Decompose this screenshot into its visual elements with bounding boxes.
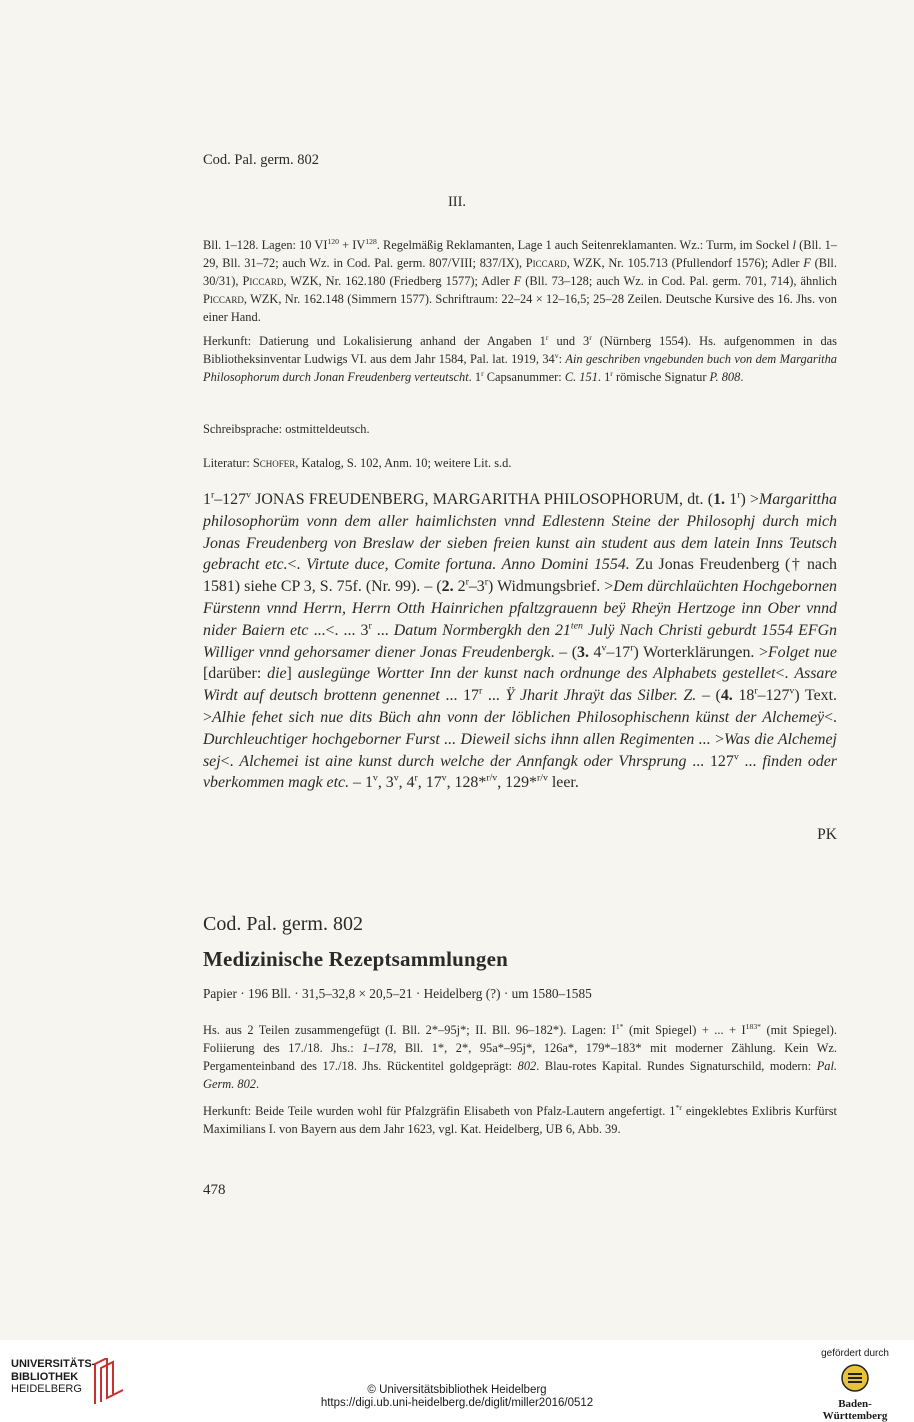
copyright-block bbox=[0, 1384, 914, 1410]
sponsor-label: gefördert durch bbox=[821, 1348, 889, 1359]
codex-subtitle: Medizinische Rezeptsammlungen bbox=[203, 947, 509, 971]
permalink[interactable]: https://digi.ub.uni-heidelberg.de/diglit/miller2016/0512 bbox=[320, 1397, 594, 1409]
script-language: Schreibsprache: ostmitteldeutsch. bbox=[203, 422, 370, 436]
physical-description: Bll. 1–128. Lagen: 10 $VI^{120} + IV^{128}$. Regelmäßig Reklamanten, Lage 1 auch Seitenreklamanten. Wz.: Turm, im Sockel l (Bll. 1–29, Bll. 31–72; auch Wz. in Cod. Pal. germ. 807/VIII; 837/IX), Piccard, WZK, Nr. 105.713 (Pfullendorf 1576); Adler F (Bll. 30/31), Piccard, WZK, Nr. 162.180 (Friedberg 1577); Adler F (Bll. 73–128; auch Wz. in Cod. Pal. germ. 701, 714), ähnlich Piccard, WZK, Nr. 162.148 (Simmern 1577). Schriftraum: 22–24 × 12–16,5; 25–28 Zeilen. Deutsche Kursive des 16. Jhs. von einer Hand. bbox=[203, 236, 837, 324]
codex-physical-description: Hs. aus 2 Teilen zusammengefügt (I. Bll. 2*–95j*; II. Bll. 96–182*). Lagen: $I^{1*}$ (mit Spiegel) + ... + $I^{183*}$ (mit Spiegel). Foliierung des 17./18. Jhs.: 1–178, Bll. 1*, 2*, 95a*–95j*, 126a*, 179*–183* mit moderner Zählung. Kein Wz. Pergamenteinband des 17./18. Jhs. Rückentitel goldgeprägt: 802. Blau-rotes Kapital. Rundes Signaturschild, modern: Pal. Germ. 802. bbox=[203, 1021, 837, 1091]
sponsor-name: Baden-Württemberg bbox=[822, 1398, 888, 1422]
running-title: Cod. Pal. germ. 802 bbox=[203, 152, 319, 168]
library-name-line: UNIVERSITÄTS- bbox=[11, 1358, 96, 1370]
provenance-paragraph: Herkunft: Datierung und Lokalisierung anhand der Angaben 1$^r$ und 3$^r$ (Nürnberg 1554). Hs. aufgenommen in das Bibliotheksinventar Ludwigs VI. aus dem Jahr 1584, Pal. lat. 1919, 34$^v$: Ain geschriben vngebunden buch von dem Margaritha Philosophorum durch Jonan Freudenberg verteutscht. 1$^r$ Capsanummer: C. 151. 1$^r$ römische Signatur P. 808. bbox=[203, 332, 837, 384]
codex-metadata: Papier · 196 Bll. · 31,5–32,8 × 20,5–21 · Heidelberg (?) · um 1580–1585 bbox=[203, 986, 592, 1001]
viewer-footer bbox=[0, 1340, 914, 1422]
copyright-text: © Universitätsbibliothek Heidelberg bbox=[367, 1384, 547, 1396]
codex-title: Cod. Pal. germ. 802 bbox=[203, 913, 363, 935]
author-initials: PK bbox=[817, 826, 837, 843]
page-number: 478 bbox=[203, 1182, 226, 1198]
section-heading: III. bbox=[447, 194, 467, 210]
library-name-line: BIBLIOTHEK bbox=[11, 1370, 79, 1383]
state-crest-icon bbox=[840, 1363, 870, 1393]
library-name-line: HEIDELBERG bbox=[11, 1383, 82, 1395]
literature-reference: Literatur: Schofer, Katalog, S. 102, Anm. 10; weitere Lit. s.d. bbox=[203, 456, 512, 470]
codex-provenance: Herkunft: Beide Teile wurden wohl für Pfalzgräfin Elisabeth von Pfalz-Lautern angefertigt. 1$^{*r}$ eingeklebtes Exlibris Kurfürst Maximilians I. von Bayern aus dem Jahr 1623, vgl. Kat. Heidelberg, UB 6, Abb. 39. bbox=[203, 1102, 837, 1136]
contents-description: 1$^r$–127$^v$ JONAS FREUDENBERG, MARGARITHA PHILOSOPHORUM, dt. (1. $1^r$) >Margarittha philosophorüm vonn dem aller haimlichsten vnnd Edlestenn Steine der Philosophj durch mich Jonas Freudenberg von Breslaw der sieben freien kunst ain student aus dem latein Inns Teutsch gebracht etc.<. Virtute duce, Comite fortuna. Anno Domini 1554. Zu Jonas Freudenberg († nach 1581) siehe CP 3, S. 75f. (Nr. 99). – (2. 2$^r$–3$^r$) Widmungsbrief. >Dem dürchlaüchten Hochgebornen Fürstenn vnnd Herrn, Herrn Otth Hainrichen pfaltzgrauenn beÿ Rheÿn Hertzoge inn Ober vnnd nider Baiern etc ...<. ... 3$^r$ ... Datum Normbergkh den $21^{ten}$ Julÿ Nach Christi geburdt 1554 EFGn Williger vnnd gehorsamer diener Jonas Freudenbergk. – (3. 4$^v$–17$^r$) Worterklärungen. >Folget nue [darüber: die] auslegünge Wortter Inn der kunst nach ordnunge des Alphabets gestellet<. Assare Wirdt auf deutsch brottenn genennet ... 17$^r$ ... Ÿ Jharit Jhraÿt das Silber. Z. – (4. 18$^r$–127$^v$) Text. >Alhie fehet sich nue dits Büch ahn vonn der löblichen Philosophischenn künst der Alchemeÿ<. Durchleuchtiger hochgeborner Furst ... Dieweil sichs ihnn allen Regimenten ... >Was die Alchemej sej<. Alchemei ist aine kunst durch welche der Annfangk oder Vhrsprung ... 127$^v$ ... finden oder vberkommen magk etc. – 1$^v$, 3$^v$, 4$^r$, 17$^v$, 128*$^{r/v}$, 129*$^{r/v}$ leer. bbox=[203, 489, 837, 792]
